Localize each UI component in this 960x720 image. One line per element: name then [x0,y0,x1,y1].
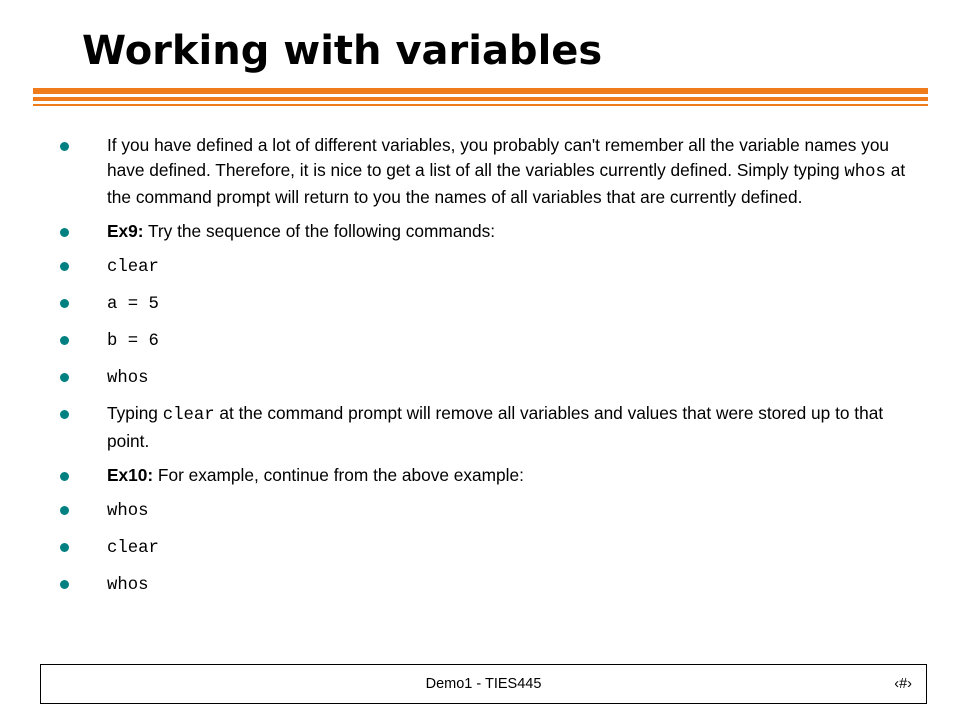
bullet-dot-icon [60,543,69,552]
code-text: whos [107,369,149,388]
bullet-text: Typing [107,403,163,423]
bullet-dot-icon [60,299,69,308]
bullet-dot-icon [60,142,69,151]
footer-text: Demo1 - TIES445 [425,676,542,692]
bullet-list [60,133,920,608]
page-number: ‹#› [894,676,912,692]
code-text: b = 6 [107,332,159,351]
bullet-item [60,253,920,281]
bullet-dot-icon [60,506,69,515]
bullet-dot-icon [60,580,69,589]
code-text: whos [107,501,149,521]
bullet-item [60,290,920,318]
bullet-dot-icon [60,410,69,419]
code-text: whos [107,575,149,595]
bullet-item [60,401,920,453]
bullet-item [60,133,920,210]
bullet-dot-icon [60,336,69,345]
bullet-dot-icon [60,228,69,237]
title-underline-thin [33,104,928,106]
bullet-text: For example, continue from the above example: [153,464,524,485]
code-text: whos [844,162,886,182]
code-text: clear [107,258,159,277]
bullet-dot-icon [60,472,69,481]
bullet-text: If you have defined a lot of different variables, you probably can't remember all the variable names you have defined. Therefore, it is nice to get a list of all the variables currently defined. Simply typing [107,135,890,180]
code-text: a = 5 [107,295,159,314]
code-text: clear [162,406,215,425]
bullet-item [60,534,920,562]
bullet-item [60,571,920,599]
bullet-item [60,327,920,355]
bullet-dot-icon [60,262,69,271]
slide-footer [40,664,927,704]
title-underline-thick [33,88,928,94]
bullet-item [60,219,920,244]
bullet-item [60,497,920,525]
exercise-label: Ex9: [107,221,144,241]
bullet-item [60,463,920,488]
bullet-text: at the command prompt will return to you the names of all variables that are currently defined. [107,159,906,207]
exercise-label: Ex10: [107,464,154,485]
bullet-text: Try the sequence of the following commands: [143,221,496,241]
title-underline-medium [33,97,928,101]
slide-title: Working with variables [82,28,603,74]
bullet-item [60,364,920,392]
bullet-text: at the command prompt will remove all variables and values that were stored up to that point. [107,403,884,451]
bullet-dot-icon [60,373,69,382]
code-text: clear [107,538,159,558]
